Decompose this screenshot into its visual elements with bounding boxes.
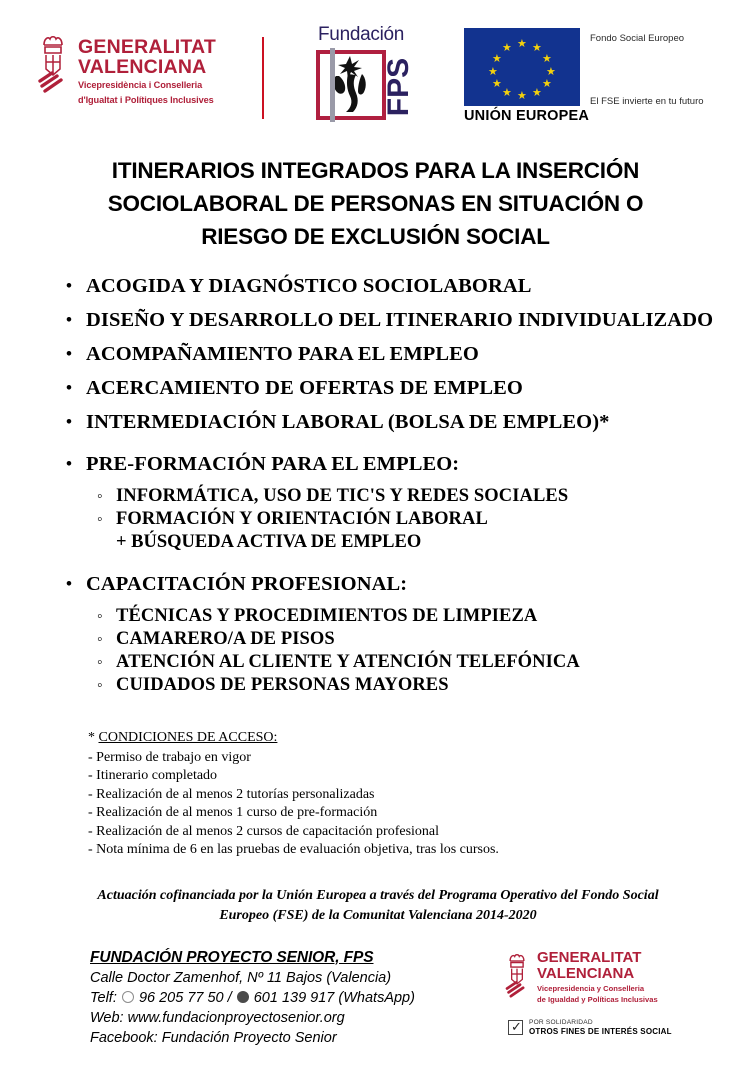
checkbox-icon [508,1020,523,1035]
fps-fundacion-label: Fundación [318,24,405,45]
gva-sub-line1: Vicepresidència i Conselleria [78,80,203,90]
footer-logos [504,950,734,1037]
services-list [0,275,751,476]
gva-footer-sub-line2: de Igualdad y Políticas Inclusivas [537,995,658,1004]
service-item: • DISEÑO Y DESARROLLO DEL ITINERARIO INDIVIDUALIZADO [0,309,751,332]
phone-icon [122,991,134,1003]
gva-footer-sub-line1: Vicepresidencia y Conselleria [537,983,645,993]
vertical-divider [262,37,264,119]
page-title [56,154,696,253]
gva-sub-line2: d'Igualtat i Polítiques Inclusives [78,94,214,105]
conditions-heading [88,729,751,748]
capacitacion-sub-item: ◦ CAMARERO/A DE PISOS [0,628,751,651]
organization-website[interactable]: Web: www.fundacionproyectosenior.org [90,1009,345,1026]
service-item: • ACOGIDA Y DIAGNÓSTICO SOCIOLABORAL [0,275,751,298]
title-line-2: SOCIOLABORAL DE PERSONAS EN SITUACIÓN O [107,191,644,216]
eu-star: ★ [517,38,527,50]
service-item-capacitacion: • CAPACITACIÓN PROFESIONAL: [0,573,751,596]
conditions-heading-text: CONDICIONES DE ACCESO: [98,730,278,745]
solidarity-line1: POR SOLIDARIDAD [529,1018,593,1026]
preformacion-sub-item: ◦ FORMACIÓN Y ORIENTACIÓN LABORAL [0,508,751,531]
organization-address: Calle Doctor Zamenhof, Nº 11 Bajos (Valencia) [90,969,392,986]
generalitat-valenciana-logo-footer [504,950,734,1005]
eu-star: ★ [502,42,512,54]
header-logos [0,0,751,140]
funding-note-line-1: Actuación cofinanciada por la Unión Europea a través del Programa Operativo del Fondo Social [97,887,659,903]
access-conditions [0,729,751,860]
condition-line: - Permiso de trabajo en vigor [88,749,251,765]
organization-name: FUNDACIÓN PROYECTO SENIOR, FPS [90,948,374,966]
eu-caption-top: Fondo Social Europeo [590,33,685,44]
title-line-3: RIESGO DE EXCLUSIÓN SOCIAL [201,224,550,249]
solidarity-mark [508,1019,734,1037]
gva-footer-name-line2: VALENCIANA [537,964,635,982]
organization-phones [90,988,415,1008]
senyera-shield-icon [36,31,70,93]
condition-line: - Nota mínima de 6 en las pruebas de evaluación objetiva, tras los cursos. [88,842,499,857]
fundacion-fps-logo [310,24,425,124]
condition-line: - Realización de al menos 2 tutorías personalizadas [88,786,375,802]
senyera-shield-icon [504,950,530,998]
eu-star: ★ [517,90,527,102]
eu-star: ★ [542,78,552,90]
conditions-asterisk: * [88,730,99,745]
capacitacion-sub-item: ◦ TÉCNICAS Y PROCEDIMIENTOS DE LIMPIEZA [0,605,751,628]
eu-star: ★ [492,53,502,65]
capacitacion-sub-item: ◦ ATENCIÓN AL CLIENTE Y ATENCIÓN TELEFÓNICA [0,651,751,674]
capacitacion-list [0,573,751,596]
contact-info [90,948,415,1048]
service-item: • ACOMPAÑAMIENTO PARA EL EMPLEO [0,343,751,366]
eu-star: ★ [532,42,542,54]
funding-note-line-2: Europeo (FSE) de la Comunitat Valenciana 2014-2020 [219,907,537,923]
funding-note [78,886,678,926]
phone-prefix-label: Telf: [90,989,117,1006]
fps-vertical-letters-wrap [384,48,414,122]
solidarity-text [529,1019,672,1037]
gva-name-line2: VALENCIANA [78,56,207,78]
eu-star: ★ [502,87,512,99]
generalitat-valenciana-logo [36,31,216,106]
service-item: • ACERCAMIENTO DE OFERTAS DE EMPLEO [0,377,751,400]
condition-line: - Itinerario completado [88,768,218,783]
eu-caption-bottom: El FSE invierte en tu futuro [590,96,704,107]
eu-star: ★ [492,78,502,90]
whatsapp-icon [237,991,249,1003]
title-line-1: ITINERARIOS INTEGRADOS PARA LA INSERCIÓN [111,158,640,183]
eu-union-label: UNIÓN EUROPEA [464,108,590,124]
footer [0,948,751,1068]
gva-logo-text [78,31,216,106]
fps-gray-bar [330,48,335,122]
gva-name-line1: GENERALITAT [78,36,216,58]
capacitacion-sub-item: ◦ CUIDADOS DE PERSONAS MAYORES [0,674,751,697]
phone-number-whatsapp: 601 139 917 (WhatsApp) [253,989,415,1006]
eu-star: ★ [488,66,498,78]
gva-footer-text [537,950,658,1005]
condition-line: - Realización de al menos 2 cursos de capacitación profesional [88,823,440,839]
fps-letters: FPS [382,57,415,117]
service-item: • INTERMEDIACIÓN LABORAL (BOLSA DE EMPLEO)* [0,411,751,434]
eu-star: ★ [546,66,556,78]
solidarity-line2: OTROS FINES DE INTERÉS SOCIAL [529,1026,672,1036]
preformacion-sublist [0,485,751,554]
gva-footer-name-line1: GENERALITAT [537,948,642,966]
eu-star: ★ [542,53,552,65]
preformacion-sub-continuation: + BÚSQUEDA ACTIVA DE EMPLEO [116,532,422,552]
eu-flag [464,28,580,106]
phone-separator: / [227,989,232,1006]
phone-number-landline: 96 205 77 50 [138,989,224,1006]
capacitacion-sublist [0,605,751,697]
check-mark: ✓ [511,1018,522,1034]
european-union-logo [464,28,724,133]
condition-line: - Realización de al menos 1 curso de pre-formación [88,805,378,820]
preformacion-sub-item: ◦ INFORMÁTICA, USO DE TIC'S Y REDES SOCIALES [0,485,751,508]
organization-facebook[interactable]: Facebook: Fundación Proyecto Senior [90,1029,337,1046]
service-item-preformacion: • PRE-FORMACIÓN PARA EL EMPLEO: [0,453,751,476]
eu-star: ★ [532,87,542,99]
fps-frame [316,50,386,120]
